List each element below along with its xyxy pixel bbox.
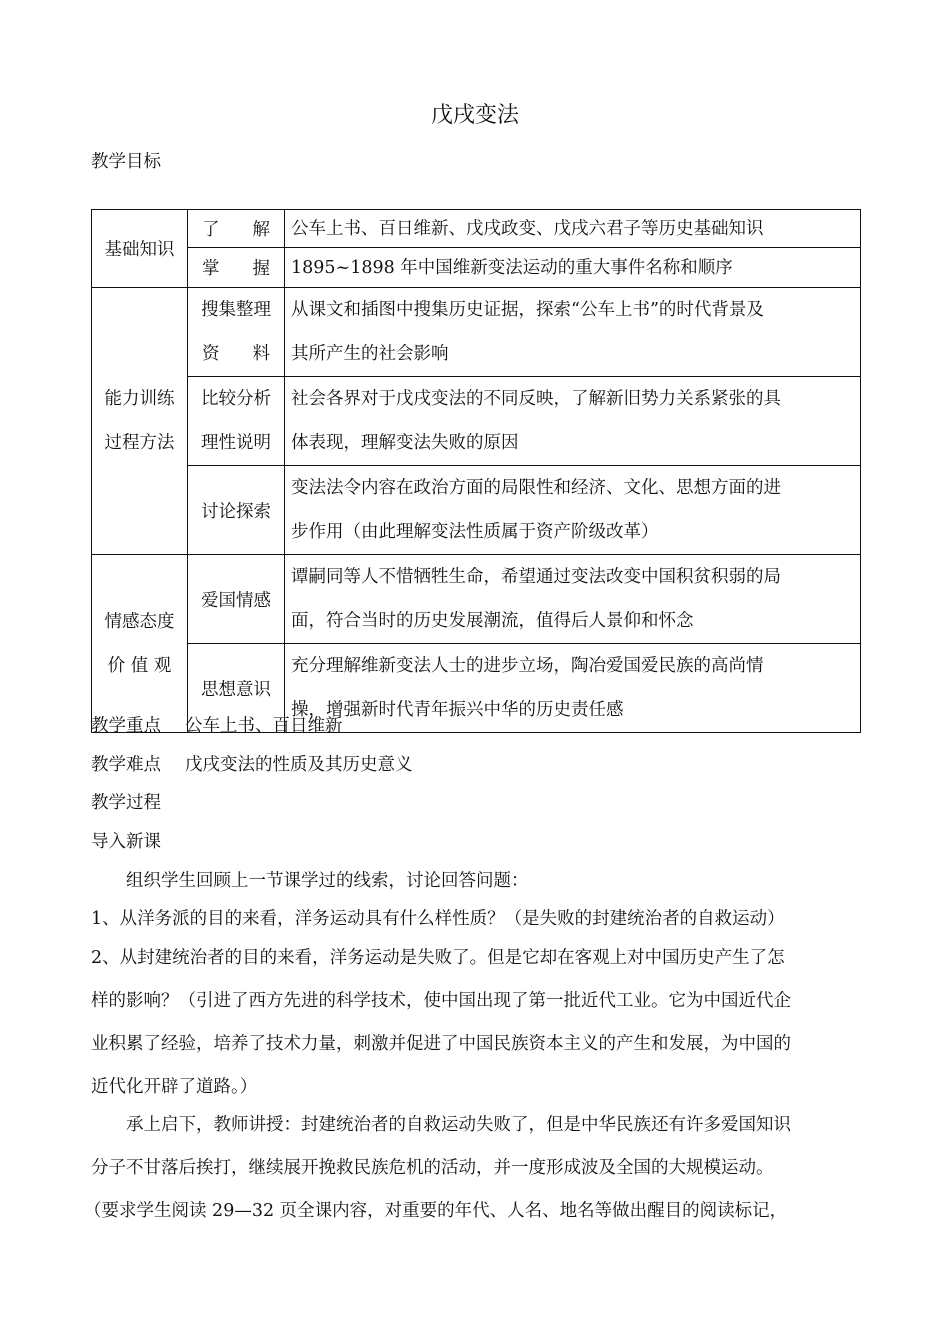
subcategory-label: 讨论探索 [201,501,271,522]
description-text: 其所产生的社会影响 [291,344,449,364]
key-point-line [91,716,343,736]
description-cell [285,377,861,466]
description-cell [285,248,861,288]
description-text: 充分理解维新变法人士的进步立场，陶冶爱国爱民族的高尚情 [291,656,764,676]
subcategory-cell [188,248,285,288]
table-row [92,555,861,644]
question-1: 1、从洋务派的目的来看，洋务运动具有什么样性质？（是失败的封建统治者的自救运动） [91,909,785,929]
subcategory-cell [188,466,285,555]
category-cell [92,210,188,288]
subcategory-label: 了 [202,220,220,240]
key-point-text: 公车上书、百日维新 [185,716,343,736]
subcategory-cell [188,377,285,466]
paragraph-line: （要求学生阅读 29—32 页全课内容，对重要的年代、人名、地名等做出醒目的阅读标记， [84,1201,788,1221]
description-text: 从课文和插图中搜集历史证据，探索“公车上书”的时代背景及 [291,300,764,320]
category-label: 基础知识 [104,240,175,260]
description-text: 体表现，理解变法失败的原因 [291,433,519,453]
description-text: 面，符合当时的历史发展潮流，值得后人景仰和怀念 [291,611,694,631]
table-row [92,210,861,248]
subcategory-label: 掌 [202,259,220,279]
question-2-line: 样的影响？（引进了西方先进的科学技术，使中国出现了第一批近代工业。它为中国近代企 [91,991,791,1011]
category-label: 情感态度 [104,611,175,632]
section-heading-goals: 教学目标 [91,152,161,172]
table-row [92,377,861,466]
table-row [92,248,861,288]
category-label: 过程方法 [104,433,175,453]
paragraph-line: 分子不甘落后挨打，继续展开挽救民族危机的活动，并一度形成波及全国的大规模运动。 [91,1158,774,1178]
description-text: 公车上书、百日维新、戊戌政变、戊戌六君子等历史基础知识 [291,218,764,239]
subcategory-label: 握 [252,259,270,279]
difficulty-text: 戊戌变法的性质及其历史意义 [185,755,413,775]
description-text: 社会各界对于戊戌变法的不同反映，了解新旧势力关系紧张的具 [291,389,781,409]
subcategory-label: 爱国情感 [201,590,271,611]
subcategory-label: 思想意识 [201,679,271,700]
question-2-line: 业积累了经验，培养了技术力量，刺激并促进了中国民族资本主义的产生和发展，为中国的 [91,1034,791,1054]
description-text: 变法法令内容在政治方面的局限性和经济、文化、思想方面的进 [291,478,781,498]
paragraph-line: 承上启下，教师讲授：封建统治者的自救运动失败了，但是中华民族还有许多爱国知识 [126,1115,791,1135]
description-text: 步作用（由此理解变法性质属于资产阶级改革） [291,522,659,542]
description-cell [285,466,861,555]
description-cell [285,644,861,733]
question-2-line: 2、从封建统治者的目的来看，洋务运动是失败了。但是它却在客观上对中国历史产生了怎 [91,948,785,968]
subcategory-cell [188,555,285,644]
description-text: 1895~1898 年中国维新变法运动的重大事件名称和顺序 [291,257,733,278]
subcategory-label: 比较分析 [201,389,271,409]
description-cell [285,210,861,248]
table-row [92,288,861,377]
category-cell [92,555,188,733]
subcategory-cell [188,288,285,377]
paragraph: 组织学生回顾上一节课学过的线索，讨论回答问题： [126,871,529,891]
subcategory-label: 料 [252,344,270,364]
subcategory-label: 资 [202,344,220,364]
description-cell [285,288,861,377]
description-text: 操，增强新时代青年振兴中华的历史责任感 [291,700,624,720]
subcategory-label: 解 [252,220,270,240]
page-title: 戊戌变法 [430,103,519,128]
category-cell [92,288,188,555]
table-row [92,466,861,555]
description-text: 谭嗣同等人不惜牺牲生命，希望通过变法改变中国积贫积弱的局 [291,567,781,587]
difficulty-label: 教学难点 [91,755,161,775]
subcategory-label: 理性说明 [201,433,271,453]
category-label: 能力训练 [104,389,175,409]
subcategory-label: 搜集整理 [201,300,271,320]
section-heading-intro: 导入新课 [91,832,161,852]
question-2-line: 近代化开辟了道路。） [91,1077,258,1097]
category-label: 价 值 观 [107,655,172,676]
subcategory-cell [188,210,285,248]
key-point-label: 教学重点 [91,716,161,736]
description-cell [285,555,861,644]
section-heading-process: 教学过程 [91,793,161,813]
difficulty-line [91,755,413,775]
goals-table [91,209,861,733]
